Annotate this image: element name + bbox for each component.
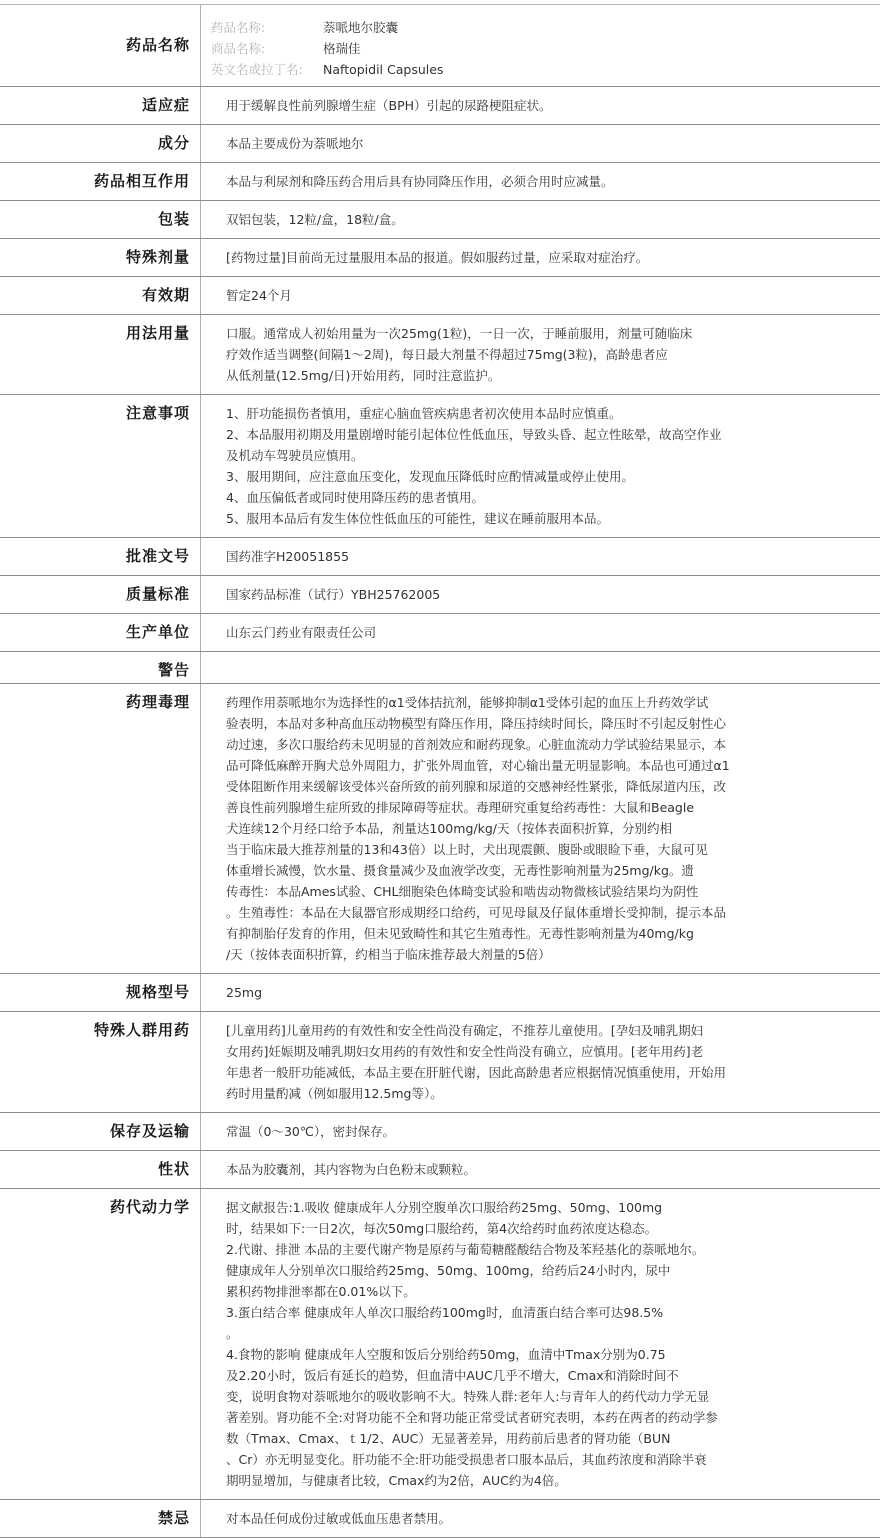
row-indications [0,87,880,125]
row-value-line: 传毒性：本品Ames试验、CHL细胞染色体畸变试验和啮齿动物微核试验结果均为阴性 [226,881,870,902]
row-label: 药代动力学 [0,1189,200,1217]
generic-name-key: 药品名称: [211,17,323,38]
row-value-cell [201,277,880,315]
row-value-line: 。 [226,1323,870,1344]
row-value-line: 本品为胶囊剂，其内容物为白色粉末或颗粒。 [226,1159,870,1180]
row-value-line: 验表明，本品对多种高血压动物模型有降压作用，降压持续时间长，降压时不引起反射性心 [226,713,870,734]
drug-spec-table [0,4,880,1538]
row-value-cell [201,163,880,201]
row-label-cell [0,1012,201,1113]
row-value-cell [201,125,880,163]
row-label-cell [0,201,201,239]
row-value-line: 对本品任何成份过敏或低血压患者禁用。 [226,1508,870,1529]
row-label-cell [0,163,201,201]
row-label-cell [0,614,201,652]
row-value-line: 25mg [226,982,870,1003]
row-value-line: 疗效作适当调整(间隔1～2周)，每日最大剂量不得超过75mg(3粒)，高龄患者应 [226,344,870,365]
row-value-cell [201,1012,880,1113]
row-value-line: 犬连续12个月经口给予本品，剂量达100mg/kg/天（按体表面积折算，分别约相 [226,818,870,839]
row-storage [0,1113,880,1151]
row-value-line: 4、血压偏低者或同时使用降压药的患者慎用。 [226,487,870,508]
row-value-line: 善良性前列腺增生症所致的排尿障碍等症状。毒理研究重复给药毒性：大鼠和Beagle [226,797,870,818]
row-pharmacology [0,684,880,974]
row-value-line: 3、服用期间，应注意血压变化，发现血压降低时应酌情减量或停止使用。 [226,466,870,487]
row-interactions [0,163,880,201]
row-value-line: 药时用量酌减（例如服用12.5mg等）。 [226,1083,870,1104]
row-label: 质量标准 [0,576,200,604]
row-value-cell [201,1500,880,1538]
row-label-cell [0,239,201,277]
row-label: 包装 [0,201,200,229]
row-label-cell [0,315,201,395]
row-value-cell [201,315,880,395]
row-value-line: [儿童用药]儿童用药的有效性和安全性尚没有确定，不推荐儿童使用。[孕妇及哺乳期妇 [226,1020,870,1041]
row-value-line: 、Cr）亦无明显变化。肝功能不全:肝功能受损患者口服本品后，其血药浓度和消除半衰 [226,1449,870,1470]
row-value-line: 著差别。肾功能不全:对肾功能不全和肾功能正常受试者研究表明，本药在两者的药动学参 [226,1407,870,1428]
generic-name-value: 萘哌地尔胶囊 [323,20,398,35]
trade-name-key: 商品名称: [211,38,323,59]
row-value-line: 常温（0～30℃），密封保存。 [226,1121,870,1142]
row-label-cell [0,576,201,614]
row-label-cell [0,277,201,315]
row-validity [0,277,880,315]
row-special-groups [0,1012,880,1113]
row-value-line: 变，说明食物对萘哌地尔的吸收影响不大。特殊人群:老年人:与青年人的药代动力学无显 [226,1386,870,1407]
row-spec [0,974,880,1012]
row-ingredients [0,125,880,163]
row-value-line: 本品与利尿剂和降压药合用后具有协同降压作用，必须合用时应减量。 [226,171,870,192]
row-value-line: 暂定24个月 [226,285,870,306]
row-value-line: /天（按体表面积折算，约相当于临床推荐最大剂量的5倍） [226,944,870,965]
row-value-line: 年患者一般肝功能减低，本品主要在肝脏代谢，因此高龄患者应根据情况慎重使用，开始用 [226,1062,870,1083]
row-value-cell [201,538,880,576]
row-value-line: 药理作用萘哌地尔为选择性的α1受体拮抗剂，能够抑制α1受体引起的血压上升药效学试 [226,692,870,713]
row-value-line: [药物过量]目前尚无过量服用本品的报道。假如服药过量，应采取对症治疗。 [226,247,870,268]
row-value-line: 及机动车驾驶员应慎用。 [226,445,870,466]
row-value-line: 累积药物排泄率都在0.01%以下。 [226,1281,870,1302]
row-pharmacokinetics [0,1189,880,1500]
row-label: 性状 [0,1151,200,1179]
row-label: 特殊剂量 [0,239,200,267]
row-label-cell [0,395,201,538]
row-value-line: 。生殖毒性：本品在大鼠器官形成期经口给药，可见母鼠及仔鼠体重增长受抑制，提示本品 [226,902,870,923]
row-label: 用法用量 [0,315,200,343]
row-value-line: 时，结果如下:一日2次，每次50mg口服给药，第4次给药时血药浓度达稳态。 [226,1218,870,1239]
row-value-line: 数（Tmax、Cmax、ｔ1/2、AUC）无显著差异，用药前后患者的肾功能（BUN [226,1428,870,1449]
row-value-cell [201,239,880,277]
row-appearance [0,1151,880,1189]
row-label: 警告 [0,652,200,680]
row-value-cell [201,684,880,974]
generic-name-line [211,17,870,38]
row-label-cell [0,125,201,163]
row-value-cell [201,1113,880,1151]
row-value-line: 4.食物的影响 健康成年人空腹和饭后分别给药50mg，血清中Tmax分别为0.75 [226,1344,870,1365]
row-value-cell [201,614,880,652]
row-value-cell [201,1151,880,1189]
row-overdose [0,239,880,277]
english-name-value: Naftopidil Capsules [323,62,443,77]
row-label: 药品相互作用 [0,163,200,191]
spec-table-body [0,5,880,1538]
row-manufacturer [0,614,880,652]
row-value-cell [201,201,880,239]
row-label: 有效期 [0,277,200,305]
row-label-cell [0,1113,201,1151]
row-value-cell [201,87,880,125]
row-value-line: 受体阻断作用来缓解该受体兴奋所致的前列腺和尿道的交感神经性紧张，降低尿道内压，改 [226,776,870,797]
row-dosage [0,315,880,395]
row-packaging [0,201,880,239]
row-contraindications [0,1500,880,1538]
row-label-cell [0,87,201,125]
row-label: 禁忌 [0,1500,200,1528]
row-name [0,5,880,87]
row-value-line: 3.蛋白结合率 健康成年人单次口服给药100mg时，血清蛋白结合率可达98.5% [226,1302,870,1323]
row-approval [0,538,880,576]
english-name-key: 英文名或拉丁名: [211,59,323,80]
english-name-line [211,59,870,80]
row-value-cell [201,395,880,538]
row-value-line: 山东云门药业有限责任公司 [226,622,870,643]
row-value-line: 国家药品标准（试行）YBH25762005 [226,584,870,605]
row-label-cell [0,684,201,974]
row-value-line: 1、肝功能损伤者慎用，重症心脑血管疾病患者初次使用本品时应慎重。 [226,403,870,424]
row-value-line: 据文献报告:1.吸收 健康成年人分别空腹单次口服给药25mg、50mg、100mg [226,1197,870,1218]
row-value-line: 期明显增加，与健康者比较，Cmax约为2倍，AUC约为4倍。 [226,1470,870,1491]
row-value-line: 2、本品服用初期及用量剧增时能引起体位性低血压，导致头昏、起立性眩晕，故高空作业 [226,424,870,445]
row-value-line: 2.代谢、排泄 本品的主要代谢产物是原药与葡萄糖醛酸结合物及苯羟基化的萘哌地尔。 [226,1239,870,1260]
row-label: 生产单位 [0,614,200,642]
row-value-line: 口服。通常成人初始用量为一次25mg(1粒)，一日一次，于睡前服用，剂量可随临床 [226,323,870,344]
row-value-line: 双铝包装，12粒/盒，18粒/盒。 [226,209,870,230]
row-precautions [0,395,880,538]
row-label: 药理毒理 [0,684,200,712]
row-value-line: 品可降低麻醉开胸犬总外周阻力，扩张外周血管，对心输出量无明显影响。本品也可通过α1 [226,755,870,776]
row-value-line: 动过速，多次口服给药未见明显的首剂效应和耐药现象。心脏血流动力学试验结果显示，本 [226,734,870,755]
row-value-line: 有抑制胎仔发育的作用，但未见致畸性和其它生殖毒性。无毒性影响剂量为40mg/kg [226,923,870,944]
row-label: 药品名称 [0,5,200,55]
row-value-line: 国药准字H20051855 [226,546,870,567]
row-value-line: 体重增长减慢，饮水量、摄食量减少及血液学改变，无毒性影响剂量为25mg/kg。遗 [226,860,870,881]
row-value-line: 用于缓解良性前列腺增生症（BPH）引起的尿路梗阻症状。 [226,95,870,116]
row-value-cell [201,1189,880,1500]
row-label: 注意事项 [0,395,200,423]
row-value-cell [201,576,880,614]
row-value-line: 女用药]妊娠期及哺乳期妇女用药的有效性和安全性尚没有确立，应慎用。[老年用药]老 [226,1041,870,1062]
row-label-cell [0,538,201,576]
row-label-cell [0,1189,201,1500]
row-value-cell [201,652,880,684]
row-label: 特殊人群用药 [0,1012,200,1040]
row-value-line: 本品主要成份为萘哌地尔 [226,133,870,154]
row-label: 规格型号 [0,974,200,1002]
row-value-line: 及2.20小时，饭后有延长的趋势，但血清中AUC几乎不增大，Cmax和消除时间不 [226,1365,870,1386]
row-label-cell [0,1500,201,1538]
row-label: 保存及运输 [0,1113,200,1141]
row-standard [0,576,880,614]
row-value-line: 从低剂量(12.5mg/日)开始用药，同时注意监护。 [226,365,870,386]
row-label-cell [0,5,201,87]
row-value-line: 健康成年人分别单次口服给药25mg、50mg、100mg，给药后24小时内，尿中 [226,1260,870,1281]
row-label: 成分 [0,125,200,153]
row-label-cell [0,974,201,1012]
trade-name-value: 格瑞佳 [323,41,361,56]
row-label-cell [0,1151,201,1189]
row-value-cell [201,5,880,87]
row-value-line: 5、服用本品后有发生体位性低血压的可能性，建议在睡前服用本品。 [226,508,870,529]
row-label: 批准文号 [0,538,200,566]
row-warning [0,652,880,684]
row-value-cell [201,974,880,1012]
row-label-cell [0,652,201,684]
row-value-line: 当于临床最大推荐剂量的13和43倍）以上时，犬出现震颤、腹卧或眼睑下垂，大鼠可见 [226,839,870,860]
trade-name-line [211,38,870,59]
row-label: 适应症 [0,87,200,115]
